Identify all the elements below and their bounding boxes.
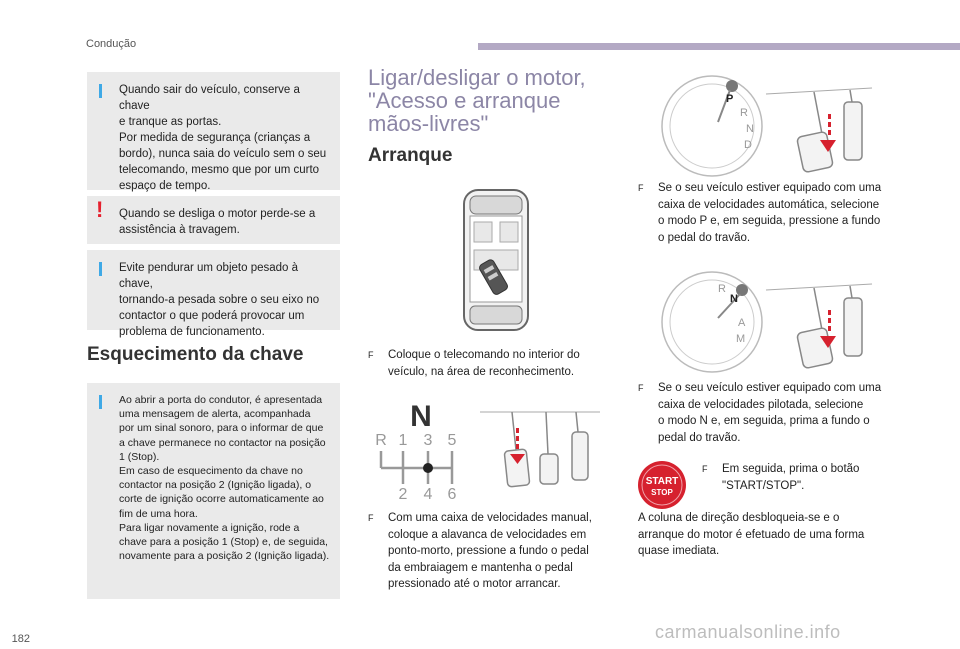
note-brake-assist <box>87 196 340 244</box>
gear-big-label: N <box>410 400 432 433</box>
automatic-gearbox-figure <box>654 74 874 178</box>
page-number: 182 <box>11 633 30 645</box>
gear-letter: N <box>730 293 738 305</box>
note-text: Ao abrir a porta do condutor, é apresentada uma mensagem de alerta, acompanhada por um sinal sonoro, para o informar de que a chave permanece no contactor na posição 1 (Stop). Em caso de esquecimento da chave no contactor na posição 2 (Ignição ligada), o corte de ignição ocorre automaticamente ao fim de uma hora. Para ligar novamente a ignição, rode a chave para a posição 1 (Stop) e, de seguida, novamente para a posição 2 (Ignição ligada). <box>119 394 330 563</box>
warning-icon: ! <box>96 197 104 222</box>
info-icon <box>99 262 102 276</box>
bullet-remote <box>368 347 598 380</box>
note-heavy-object <box>87 250 340 338</box>
watermark: carmanualsonline.info <box>655 622 841 642</box>
gear-letter: A <box>738 317 746 329</box>
bullet-text: Se o seu veículo estiver equipado com uma caixa de velocidades automática, selecione o modo P e, em seguida, pressione a fundo o pedal do travão. <box>658 182 882 244</box>
gear-label: 1 <box>398 432 408 449</box>
note-leave-vehicle <box>87 72 340 190</box>
header-bar <box>478 43 960 50</box>
gear-letter: R <box>718 283 726 295</box>
info-icon <box>99 395 102 409</box>
stop-label: STOP <box>651 488 673 497</box>
gear-label: 6 <box>447 486 457 502</box>
note-text: Quando se desliga o motor perde-se a assistência à travagem. <box>119 208 316 236</box>
arrow-icon: F <box>368 350 374 360</box>
gear-letter: N <box>746 123 754 135</box>
arrow-icon: F <box>638 183 644 193</box>
gear-letter: P <box>726 93 734 105</box>
gear-letter: R <box>740 107 748 119</box>
note-text: Quando sair do veículo, conserve a chave e tranque as portas. Por medida de segurança (crianças a bordo), nunca saia do veículo sem o seu telecomando, mesmo que por um curto espaço de tempo. <box>119 84 327 192</box>
info-icon <box>99 84 102 98</box>
section-title-start: Arranque <box>368 145 453 166</box>
gear-label: 2 <box>398 486 408 502</box>
arrow-icon: F <box>702 464 708 474</box>
section-title-key-forget: Esquecimento da chave <box>87 344 304 365</box>
car-top-view-figure <box>458 186 534 334</box>
manual-gear-pattern-figure <box>373 396 469 502</box>
gear-label: 3 <box>423 432 433 449</box>
bullet-piloted <box>638 380 888 446</box>
gear-label: 5 <box>447 432 457 449</box>
gear-label: 4 <box>423 486 433 502</box>
arrow-icon: F <box>638 383 644 393</box>
start-stop-button-icon <box>637 460 687 510</box>
header-title: Condução <box>86 38 137 50</box>
bullet-text: Se o seu veículo estiver equipado com uma caixa de velocidades pilotada, selecione o modo N e, em seguida, prima a fundo o pedal do travão. <box>658 382 882 444</box>
gear-letter: D <box>744 139 752 151</box>
gear-label: R <box>375 432 387 449</box>
page-title: Ligar/desligar o motor, "Acesso e arranque mãos-livres" <box>368 65 586 136</box>
bullet-manual <box>368 510 600 593</box>
bullet-start-stop <box>702 461 892 494</box>
piloted-gearbox-figure <box>654 270 874 374</box>
bullet-text: Em seguida, prima o botão "START/STOP". <box>722 463 860 492</box>
bullet-text: Com uma caixa de velocidades manual, coloque a alavanca de velocidades em ponto-morto, pressione a fundo o pedal da embraiagem e mantenha o pedal pressionado até o motor arrancar. <box>388 512 592 590</box>
three-pedals-figure <box>480 410 600 494</box>
note-text: Evite pendurar um objeto pesado à chave, tornando-a pesada sobre o seu eixo no contactor o que poderá provocar um problema de funcionamento. <box>119 262 320 338</box>
arrow-icon: F <box>368 513 374 523</box>
gear-letter: M <box>736 333 746 345</box>
closing-paragraph: A coluna de direção desbloqueia-se e o arranque do motor é efetuado de uma forma quase imediata. <box>638 512 865 557</box>
start-label: START <box>645 476 679 487</box>
bullet-automatic <box>638 180 888 246</box>
note-key-forget <box>87 383 340 599</box>
bullet-text: Coloque o telecomando no interior do veículo, na área de reconhecimento. <box>388 349 580 378</box>
